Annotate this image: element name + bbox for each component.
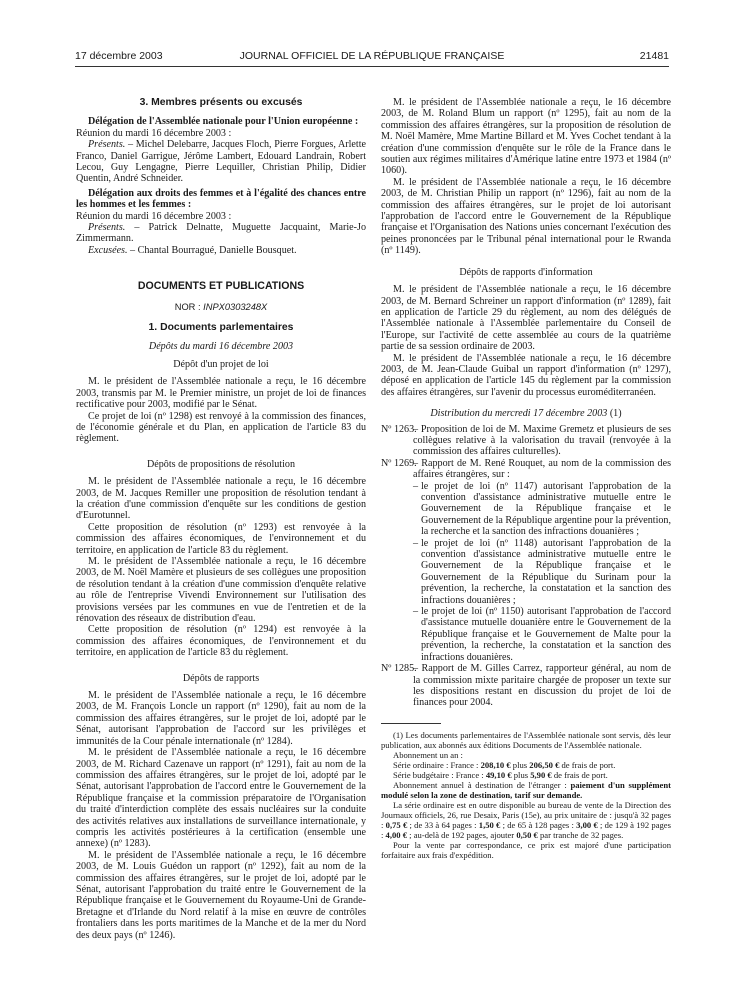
distribution-note: (1) <box>607 408 622 420</box>
fn-text: Abonnement annuel à destination de l'étranger : <box>393 779 571 790</box>
paragraph: M. le président de l'Assemblée nationale a reçu, le 16 décembre 2003, de M. Jean-Claude Guibal un rapport d'information (nº 1297), déposé en application de l'article 145 du règlement par la commission des affaires étrangères, sur l'avenir du processus euroméditerranéen. <box>381 352 671 398</box>
distribution-title <box>381 408 671 419</box>
list-item: – le projet de loi (nº 1148) autorisant l'approbation de la convention d'assistance administrative mutuelle entre le Gouvernement de la République française et le Gouvernement de la République du Surinam pour la prévention, la recherche, la constatation et la sanction des infractions douanières ; <box>413 537 671 606</box>
rapports-title: Dépôts de rapports <box>182 672 260 684</box>
present-label: Présents. <box>88 139 126 151</box>
entry-text: – Proposition de loi de M. Maxime Gremetz et plusieurs de ses collègues relative à la valorisation du travail (renvoyée à la commission des affaires culturelles). <box>413 423 671 458</box>
fn-text: Série budgétaire : France : <box>393 769 486 780</box>
nor-line <box>76 302 366 313</box>
fn-text: plus <box>510 759 530 770</box>
entry-number: Nº 1269. <box>381 457 417 469</box>
present-names: – Patrick Delnatte, Muguette Jacquaint, Marie-Jo Zimmermann. <box>76 222 366 245</box>
item-text: le projet de loi (nº 1148) autorisant l'approbation de la convention d'assistance administrative mutuelle entre le Gouvernement de la République française et le Gouvernement de la République du Surinam pour la prévention, la recherche, la constatation et la sanction des infractions douanières ; <box>421 537 671 606</box>
header-date: 17 décembre 2003 <box>75 50 163 62</box>
delegation1-meeting: Réunion du mardi 16 décembre 2003 : <box>76 127 232 139</box>
paragraph: Cette proposition de résolution (nº 1294) est renvoyée à la commission des affaires économiques, de l'environnement et du territoire, en application de l'article 83 du règlement. <box>76 624 366 659</box>
nor-label: NOR : <box>174 301 204 312</box>
footnote-paragraph <box>381 780 671 800</box>
fn-text: Série ordinaire : France : <box>393 759 481 770</box>
footnote-paragraph: Pour la vente par correspondance, ce prix est majoré d'une participation forfaitaire aux frais d'expédition. <box>381 839 671 860</box>
members-section-title: 3. Membres présents ou excusés <box>139 97 303 108</box>
fn-price: 5,90 € <box>530 769 552 780</box>
fn-price: 206,50 € <box>529 759 560 770</box>
fn-price: 4,00 € <box>385 829 408 840</box>
paragraph: M. le président de l'Assemblée nationale a reçu, le 16 décembre 2003, de M. Roland Blum un rapport (nº 1295), fait au nom de la commission des affaires étrangères, sur la proposition de résolution de M. Noël Mamère, Mme Martine Billard et M. Yves Cochet tendant à la création d'une commission d'enquête sur le rôle de la France dans le soutien aux régimes militaires d'Amérique latine entre 1973 et 1984 (nº 1060). <box>381 97 671 177</box>
fn-text: ; au-delà de 192 pages, ajouter <box>407 829 517 840</box>
item-text: le projet de loi (nº 1150) autorisant l'approbation de l'accord d'assistance mutuelle douanière entre le Gouvernement de la République française et le Gouvernement de Malte pour la prévention, la recherche, la constatation et la sanction des infractions douanières. <box>421 606 671 663</box>
paragraph: Ce projet de loi (nº 1298) est renvoyé à la commission des finances, de l'économie générale et du Plan, en application de l'article 83 du règlement. <box>76 410 366 445</box>
fn-price: 49,10 € <box>485 769 512 780</box>
information-title: Dépôts de rapports d'information <box>459 266 593 278</box>
distribution-entry <box>381 458 671 481</box>
delegation2-title: Délégation aux droits des femmes et à l'égalité des chances entre les hommes et les femmes : <box>76 187 366 211</box>
depots-date: Dépôts du mardi 16 décembre 2003 <box>148 340 294 352</box>
projet-title: Dépôt d'un projet de loi <box>173 358 269 370</box>
delegation2-present <box>76 222 366 245</box>
header-rule <box>75 66 669 67</box>
header-title: JOURNAL OFFICIEL DE LA RÉPUBLIQUE FRANÇAISE <box>239 50 505 62</box>
fn-bold-text: paiement d'un supplément modulé selon la zone de destination, tarif sur demande. <box>381 779 671 800</box>
paragraph: M. le président de l'Assemblée nationale a reçu, le 16 décembre 2003, de M. François Loncle un rapport (nº 1290), fait au nom de la commission des affaires étrangères, sur le projet de loi, adopté par le Sénat, autorisant l'approbation de l'accord sur les privilèges et immunités de la Cour pénale internationale (nº 1284). <box>76 690 366 747</box>
excused-label: Excusées. <box>88 244 128 256</box>
delegation2-meeting: Réunion du mardi 16 décembre 2003 : <box>76 210 232 222</box>
fn-price: 0,50 € <box>516 829 538 840</box>
paragraph: M. le président de l'Assemblée nationale a reçu, le 16 décembre 2003, de M. Richard Cazenave un rapport (nº 1291), fait au nom de la commission des affaires étrangères, sur le projet de loi, adopté par le Sénat, autorisant l'approbation de l'accord entre le Gouvernement de la République française et la commission préparatoire de l'Organisation du traité d'interdiction complète des essais nucléaires sur la conduite des activités relatives aux installations de surveillance internationale, y compris les activités postérieures à la certification (ensemble une annexe) (nº 1283). <box>76 747 366 850</box>
fn-price: 0,75 € <box>385 819 408 830</box>
nor-code: INPX0303248X <box>203 301 268 312</box>
paragraph: M. le président de l'Assemblée nationale a reçu, le 16 décembre 2003, de M. Bernard Schreiner un rapport d'information (nº 1289), fait en application de l'article 29 du règlement, au nom des délégués de l'Assemblée nationale à l'Assemblée parlementaire du Conseil de l'Europe, sur l'activité de cette assemblée au cours de la quatrième partie de sa session ordinaire de 2003. <box>381 284 671 353</box>
fn-text: de frais de port. <box>559 759 616 770</box>
list-item: – le projet de loi (nº 1150) autorisant l'approbation de l'accord d'assistance mutuelle douanière entre le Gouvernement de la République française et le Gouvernement de Malte pour la prévention, la recherche, la constatation et la sanction des infractions douanières. <box>413 606 671 663</box>
footnote <box>381 730 671 860</box>
paragraph: M. le président de l'Assemblée nationale a reçu, le 16 décembre 2003, de M. Louis Guédon un rapport (nº 1292), fait au nom de la commission des affaires étrangères, sur le projet de loi, adopté par le Sénat, autorisant l'approbation du traité entre le Gouvernement de la République française et le Gouvernement du Royaume-Uni de Grande-Bretagne et d'Irlande du Nord relatif à la mise en œuvre de contrôles frontaliers dans les ports maritimes de la Manche et de la mer du Nord des deux pays (nº 1246). <box>76 849 366 941</box>
fn-text: ; de 65 à 128 pages : <box>500 819 577 830</box>
fn-price: 3,00 € <box>576 819 598 830</box>
page-header <box>75 50 669 64</box>
fn-text: ; de 129 à 192 pages : <box>381 819 671 840</box>
item-text: le projet de loi (nº 1147) autorisant l'approbation de la convention d'assistance administrative mutuelle entre le Gouvernement de la République française et le Gouvernement de la République argentine pour la prévention, la recherche et la sanction des infractions douanières ; <box>421 480 671 538</box>
present-label: Présents. <box>88 222 126 234</box>
present-names: – Michel Delebarre, Jacques Floch, Pierre Forgues, Arlette Franco, Daniel Garrigue, Jérôme Lambert, Edouard Landrain, Robert Lecou, Guy Lengagne, Pierre Lequiller, Christian Philip, Didier Quentin, André Schneider. <box>76 139 366 185</box>
delegation1-present <box>76 139 366 185</box>
entry-text: – Rapport de M. René Rouquet, au nom de la commission des affaires étrangères, sur : <box>413 457 671 481</box>
paragraph: M. le président de l'Assemblée nationale a reçu, le 16 décembre 2003, de M. Noël Mamère et plusieurs de ses collègues une proposition de résolution tendant à la création d'une commission d'enquête relative au rôle de l'entreprise Vivendi Environnement sur l'utilisation des provisions versées par les communes en vue de l'entretien et de la rénovation des réseaux de distribution d'eau. <box>76 556 366 625</box>
fn-price: 1,50 € <box>478 819 501 830</box>
excused-names: – Chantal Bourragué, Danielle Bousquet. <box>127 244 297 256</box>
footnote-paragraph: (1) Les documents parlementaires de l'Assemblée nationale sont servis, dès leur publication, aux abonnés aux éditions Documents de l'Assemblée nationale. <box>381 729 671 750</box>
list-item: – le projet de loi (nº 1147) autorisant l'approbation de la convention d'assistance administrative mutuelle entre le Gouvernement de la République française et le Gouvernement de la République argentine pour la prévention, la recherche et la sanction des infractions douanières ; <box>413 480 671 538</box>
fn-price: 208,10 € <box>480 759 511 770</box>
footnote-paragraph <box>381 800 671 840</box>
documents-title: DOCUMENTS ET PUBLICATIONS <box>137 280 305 293</box>
parl-docs-title: 1. Documents parlementaires <box>148 322 294 334</box>
resolution-title: Dépôts de propositions de résolution <box>146 458 296 470</box>
footnote-paragraph: Abonnement un an : <box>393 749 463 760</box>
fn-text: par tranche de 32 pages. <box>537 829 624 840</box>
footnote-paragraph <box>381 760 671 770</box>
left-column <box>76 97 366 941</box>
distribution-date: Distribution du mercredi 17 décembre 2003 <box>430 408 608 420</box>
entry-text: – Rapport de M. Gilles Carrez, rapporteur général, au nom de la commission mixte paritaire chargée de proposer un texte sur les dispositions restant en discussion du projet de loi de finances pour 2004. <box>413 663 671 709</box>
entry-number: Nº 1285. <box>381 663 417 675</box>
distribution-entry <box>381 663 671 709</box>
footnote-rule <box>381 723 441 724</box>
fn-text: plus <box>511 769 531 780</box>
paragraph: M. le président de l'Assemblée nationale a reçu, le 16 décembre 2003, transmis par M. le Premier ministre, un projet de loi de finances rectificative pour 2003, modifié par le Sénat. <box>76 376 366 411</box>
paragraph: M. le président de l'Assemblée nationale a reçu, le 16 décembre 2003, de M. Christian Philip un rapport (nº 1296), fait au nom de la commission des affaires étrangères, sur le projet de loi autorisant l'approbation de l'accord entre le Gouvernement de la République française et l'Organisation des Nations unies concernant l'exécution des peines prononcées par le Tribunal pénal international pour le Rwanda (nº 1149). <box>381 176 671 257</box>
fn-text: La série ordinaire est en outre disponible au bureau de vente de la Direction des Journaux officiels, 26, rue Desaix, Paris (15e), au prix unitaire de : jusqu'à 32 pages : <box>381 799 671 830</box>
delegation1-title: Délégation de l'Assemblée nationale pour l'Union européenne : <box>88 116 359 128</box>
distribution-entry <box>381 424 671 458</box>
footnote-paragraph <box>381 770 671 780</box>
delegation2-excused <box>76 245 366 256</box>
paragraph: M. le président de l'Assemblée nationale a reçu, le 16 décembre 2003, de M. Jacques Remiller une proposition de résolution tendant à la création d'une commission d'enquête sur les conditions de gestion d'Eurotunnel. <box>76 476 366 522</box>
entry-number: Nº 1263. <box>381 423 417 435</box>
fn-text: ; de 33 à 64 pages : <box>407 819 479 830</box>
fn-text: de frais de port. <box>551 769 608 780</box>
header-page-number: 21481 <box>639 50 669 62</box>
right-column <box>381 97 671 860</box>
paragraph: Cette proposition de résolution (nº 1293) est renvoyée à la commission des affaires économiques, de l'environnement et du territoire, en application de l'article 83 du règlement. <box>76 521 366 556</box>
